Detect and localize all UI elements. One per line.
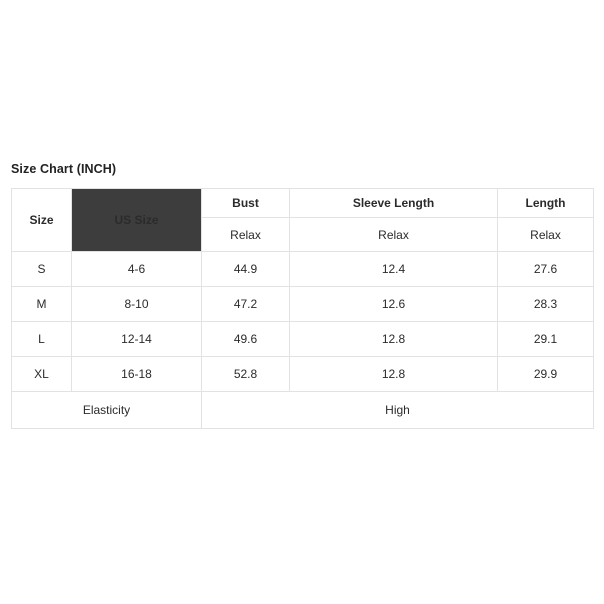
cell-bust: 49.6 xyxy=(202,322,290,357)
table-row xyxy=(12,252,594,287)
cell-size: M xyxy=(12,287,72,322)
cell-us-size: 8-10 xyxy=(72,287,202,322)
elasticity-label: Elasticity xyxy=(12,392,202,429)
cell-sleeve-length: 12.6 xyxy=(290,287,498,322)
cell-sleeve-length: 12.8 xyxy=(290,322,498,357)
cell-us-size: 12-14 xyxy=(72,322,202,357)
cell-length: 29.1 xyxy=(498,322,594,357)
column-header-bust: Bust xyxy=(202,189,290,218)
cell-bust: 44.9 xyxy=(202,252,290,287)
cell-us-size: 16-18 xyxy=(72,357,202,392)
table-row xyxy=(12,322,594,357)
subheader-length-relax: Relax xyxy=(498,218,594,252)
page-title: Size Chart (INCH) xyxy=(11,162,117,176)
size-chart-table xyxy=(11,188,594,429)
cell-length: 28.3 xyxy=(498,287,594,322)
table-row xyxy=(12,287,594,322)
table-header-row xyxy=(12,189,594,218)
column-header-us-size: US Size xyxy=(72,189,202,252)
subheader-bust-relax: Relax xyxy=(202,218,290,252)
cell-bust: 52.8 xyxy=(202,357,290,392)
cell-size: XL xyxy=(12,357,72,392)
table-row xyxy=(12,357,594,392)
cell-sleeve-length: 12.8 xyxy=(290,357,498,392)
cell-size: S xyxy=(12,252,72,287)
cell-us-size: 4-6 xyxy=(72,252,202,287)
cell-bust: 47.2 xyxy=(202,287,290,322)
column-header-size: Size xyxy=(12,189,72,252)
size-chart-table-container xyxy=(11,188,593,429)
column-header-sleeve-length: Sleeve Length xyxy=(290,189,498,218)
cell-length: 27.6 xyxy=(498,252,594,287)
subheader-sleeve-relax: Relax xyxy=(290,218,498,252)
cell-length: 29.9 xyxy=(498,357,594,392)
column-header-length: Length xyxy=(498,189,594,218)
elasticity-value: High xyxy=(202,392,594,429)
cell-size: L xyxy=(12,322,72,357)
cell-sleeve-length: 12.4 xyxy=(290,252,498,287)
table-footer-row xyxy=(12,392,594,429)
